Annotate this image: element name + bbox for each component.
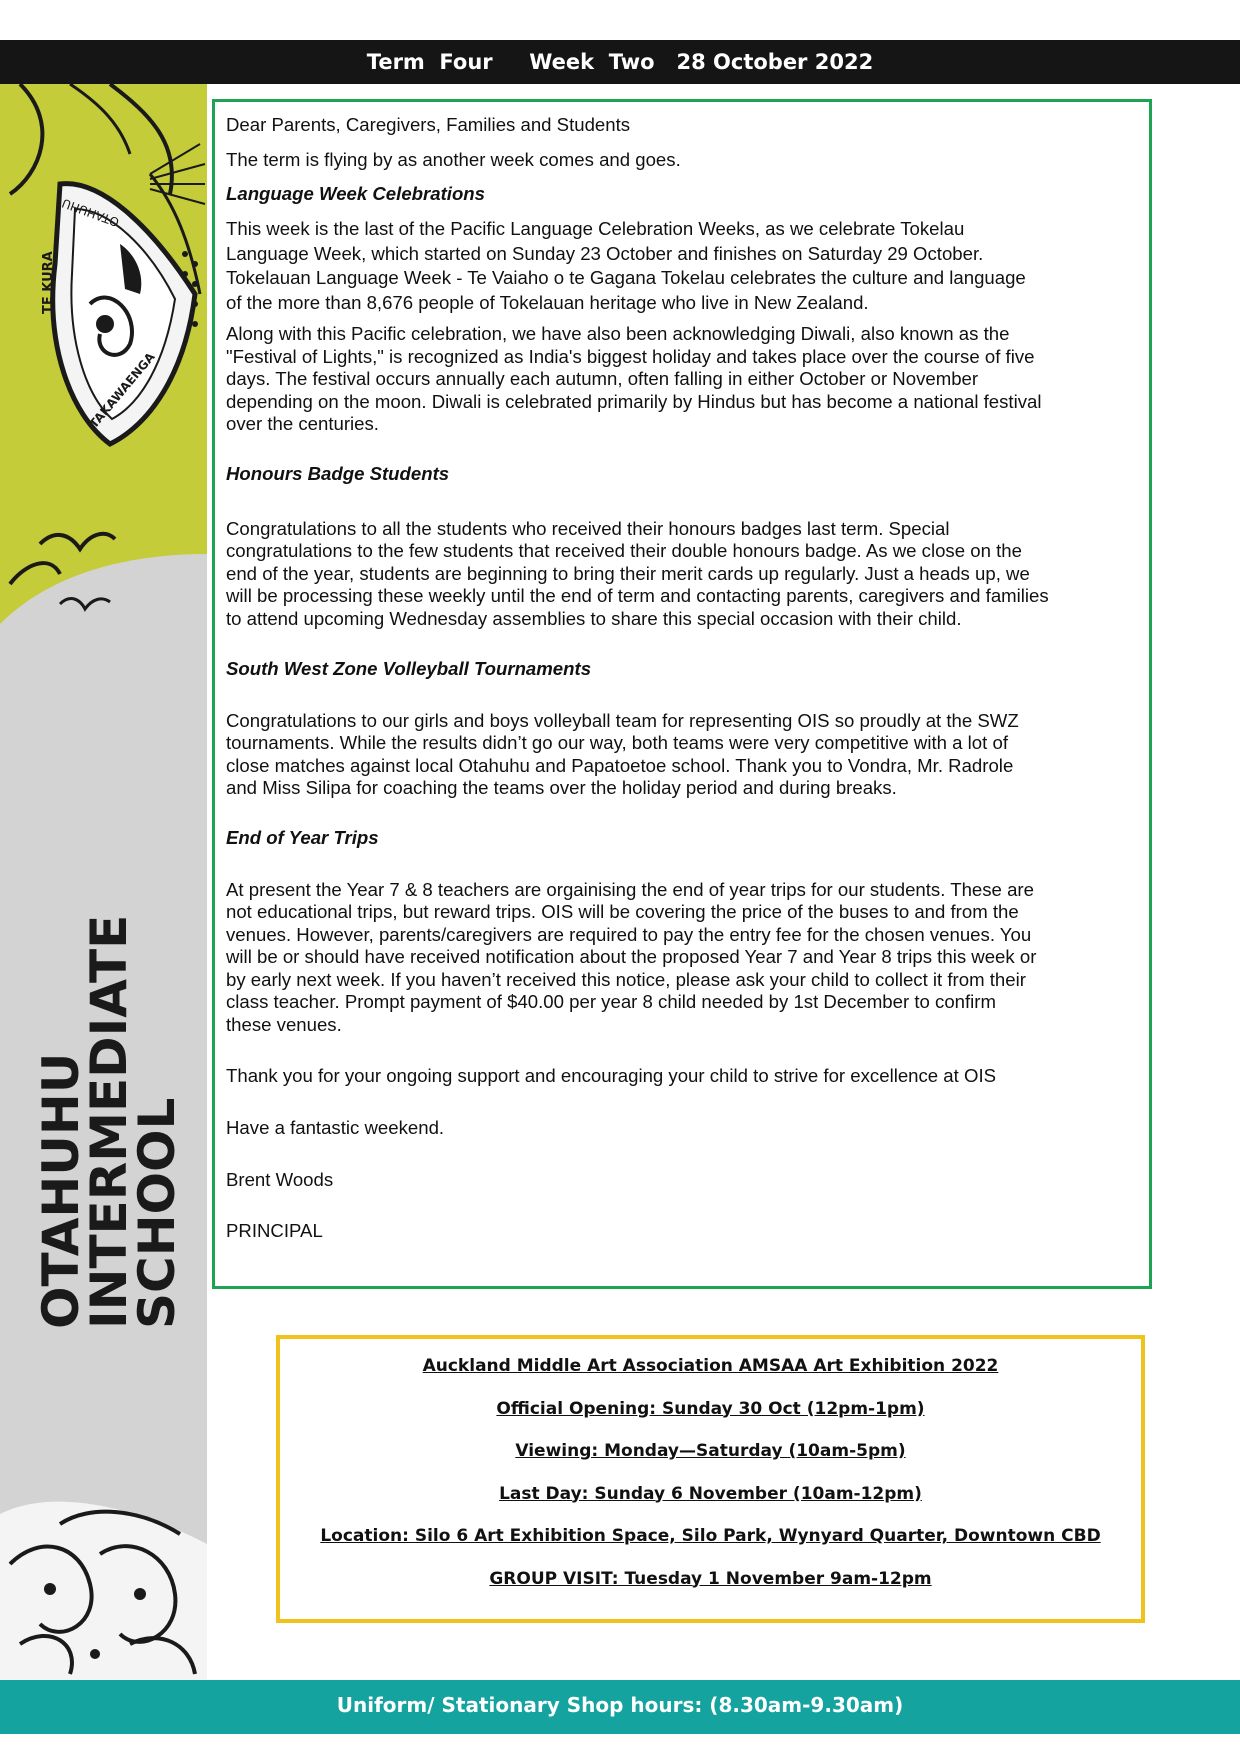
section-heading: Honours Badge Students bbox=[226, 462, 450, 484]
volleyball-paragraph: Congratulations to our girls and boys volleyball team for representing OIS so proudly at the SWZ tournaments. While the results didn’t go our way, both teams were very competitive with a lot of close matches against local Otahuhu and Papatoetoe school. Thank you to Vondra, Mr. Radrole and Miss Silipa for coaching the teams over the holiday period and during breaks. bbox=[226, 709, 1019, 799]
school-name-line: OTAHUHU bbox=[32, 1052, 90, 1329]
language-week-paragraph: This week is the last of the Pacific Language Celebration Weeks, as we celebrate Tokelau Language Week, which started on Sunday 23 October and finishes on Saturday 29 October. Tokelauan Language Week - Te Vaiaho o te Gagana Tokelau celebrates the culture and language of the more than 8,676 people of Tokelauan heritage who live in New Zealand. bbox=[226, 218, 1026, 313]
school-name-line: SCHOOL bbox=[128, 1097, 186, 1329]
exhibition-opening: Official Opening: Sunday 30 Oct (12pm-1pm) bbox=[496, 1398, 925, 1419]
sun-rays bbox=[150, 144, 205, 204]
art-exhibition-notice bbox=[276, 1335, 1145, 1623]
exhibition-title: Auckland Middle Art Association AMSAA Art Exhibition 2022 bbox=[422, 1356, 999, 1376]
exhibition-group-visit: GROUP VISIT: Tuesday 1 November 9am-12pm bbox=[489, 1568, 932, 1589]
crest-emblem bbox=[96, 315, 114, 333]
signature-name: Brent Woods bbox=[226, 1168, 334, 1190]
trips-paragraph: At present the Year 7 & 8 teachers are orgainising the end of year trips for our students. These are not educational trips, but reward trips. OIS will be covering the price of the buses to and from the venues. However, parents/caregivers are required to pay the entry fee for the chosen venues. You will be or should have received notification about the proposed Year 7 and Year 8 trips this week or by early next week. If you haven’t received this notice, please ask your child to collect it from their class teacher. Prompt payment of $40.00 per year 8 child needed by 1st December to confirm these venues. bbox=[226, 878, 1037, 1035]
principal-letter bbox=[212, 99, 1152, 1289]
section-heading: End of Year Trips bbox=[226, 826, 379, 848]
thanks-line: Thank you for your ongoing support and encouraging your child to strive for excellence at OIS bbox=[226, 1065, 997, 1087]
shop-hours-banner: Uniform/ Stationary Shop hours: (8.30am-9.30am) bbox=[0, 1680, 1240, 1734]
koru-curve bbox=[110, 84, 172, 194]
honours-paragraph: Congratulations to all the students who received their honours badges last term. Special congratulations to the few students that received their double honours badge. As we close on the end of the year, students are beginning to bring their merit cards up regularly. Just a heads up, we will be processing these weekly until the end of term and contacting parents, caregivers and families to attend upcoming Wednesday assemblies to share this special occasion with their child. bbox=[226, 517, 1049, 629]
crest-top-text: OTAHUHU bbox=[60, 195, 122, 230]
newsletter-date-banner: Term Four Week Two 28 October 2022 bbox=[0, 40, 1240, 84]
school-name-line: INTERMEDIATE bbox=[80, 914, 138, 1329]
letter-greeting: Dear Parents, Caregivers, Families and Students bbox=[226, 114, 631, 135]
section-heading: South West Zone Volleyball Tournaments bbox=[226, 658, 592, 680]
signature-role: PRINCIPAL bbox=[226, 1220, 323, 1242]
koru-curve bbox=[10, 84, 42, 194]
letter-intro: The term is flying by as another week comes and goes. bbox=[226, 148, 681, 170]
bird-icon bbox=[40, 534, 115, 549]
section-heading: Language Week Celebrations bbox=[226, 183, 486, 205]
closing-line: Have a fantastic weekend. bbox=[226, 1116, 445, 1138]
exhibition-location: Location: Silo 6 Art Exhibition Space, Silo Park, Wynyard Quarter, Downtown CBD bbox=[320, 1526, 1101, 1546]
exhibition-last-day: Last Day: Sunday 6 November (10am-12pm) bbox=[499, 1483, 922, 1504]
exhibition-viewing: Viewing: Monday—Saturday (10am-5pm) bbox=[515, 1441, 906, 1461]
sidebar-artwork bbox=[0, 84, 207, 1680]
diwali-paragraph: Along with this Pacific celebration, we have also been acknowledging Diwali, also known as the "Festival of Lights," is recognized as India's biggest holiday and takes place over the course of five days. The festival occurs annually each autumn, often falling in either October or November depending on the moon. Diwali is celebrated primarily by Hindus but has become a national festival over the centuries. bbox=[226, 323, 1042, 435]
school-sidebar bbox=[0, 84, 207, 1680]
bird-icon bbox=[10, 563, 60, 584]
crest-left-text: TE KURA bbox=[41, 251, 56, 314]
crest-bottom-text: TAKAWAENGA bbox=[86, 349, 158, 431]
